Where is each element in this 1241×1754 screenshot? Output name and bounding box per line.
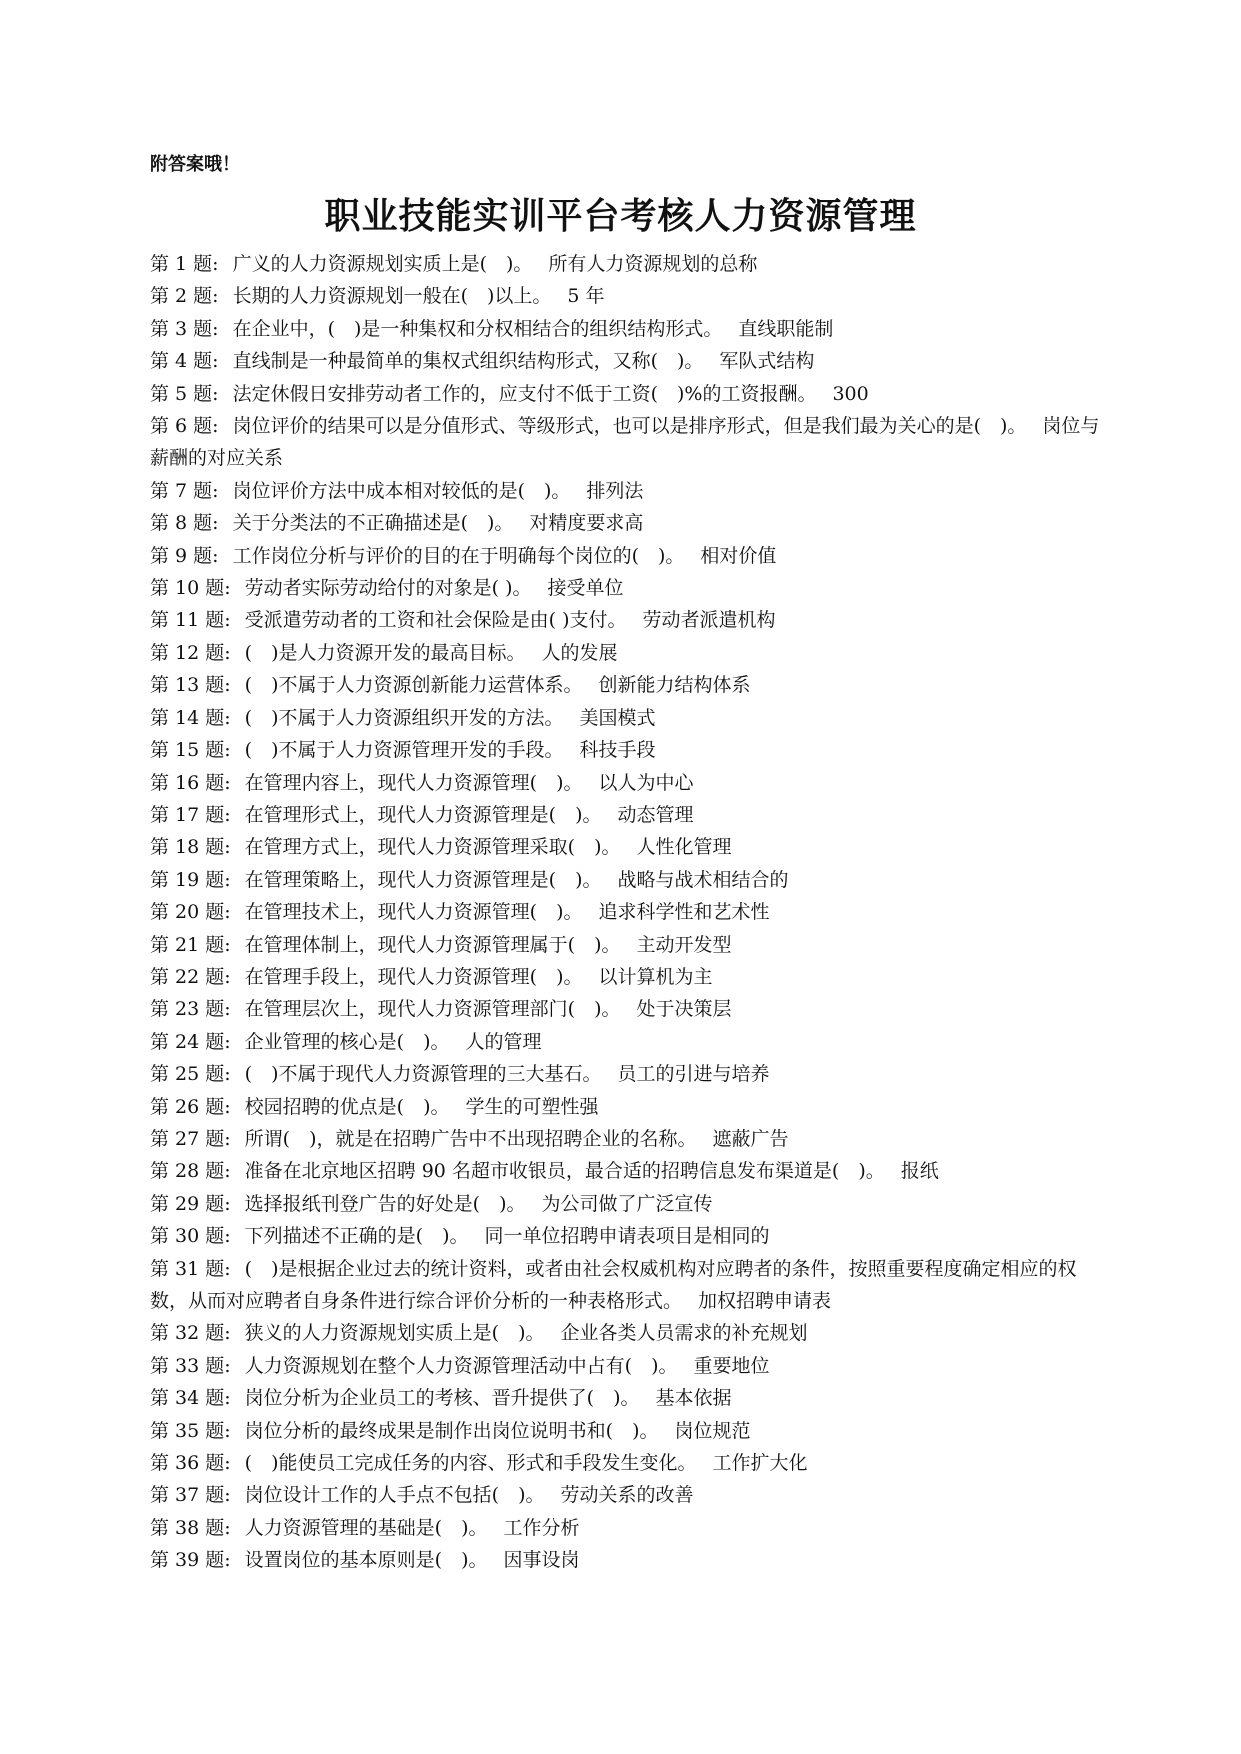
question-answer: 重要地位 — [693, 1354, 770, 1377]
question-text: 关于分类法的不正确描述是( )。 — [232, 512, 514, 535]
question-item — [150, 637, 1100, 669]
question-item — [150, 313, 1100, 345]
question-text: 法定休假日安排劳动者工作的，应支付不低于工资( )%的工资报酬。 — [232, 382, 817, 405]
question-number: 第 7 题: — [150, 479, 219, 502]
question-text: 受派遣劳动者的工资和社会保险是由( )支付。 — [244, 609, 627, 632]
question-number: 第 4 题: — [150, 350, 219, 373]
question-text: 设置岗位的基本原则是( )。 — [244, 1549, 488, 1572]
question-item — [150, 799, 1100, 831]
question-text: 在管理内容上，现代人力资源管理( )。 — [244, 771, 583, 794]
question-answer: 人的发展 — [541, 641, 618, 664]
question-text: 直线制是一种最简单的集权式组织结构形式，又称( )。 — [232, 350, 704, 373]
question-text: ( )是根据企业过去的统计资料，或者由社会权威机构对应聘者的条件，按照重要程度确定相应的权数，从而对应聘者自身条件进行综合评价分析的一种表格形式。 — [150, 1257, 1077, 1312]
question-item — [150, 248, 1100, 280]
question-item — [150, 767, 1100, 799]
question-list — [150, 248, 1100, 1577]
question-number: 第 22 题: — [150, 965, 231, 988]
question-item — [150, 896, 1100, 928]
question-text: 在管理技术上，现代人力资源管理( )。 — [244, 901, 583, 924]
question-text: 在管理方式上，现代人力资源管理采取( )。 — [244, 836, 621, 859]
question-number: 第 39 题: — [150, 1549, 231, 1572]
document-title: 职业技能实训平台考核人力资源管理 — [324, 195, 917, 237]
question-item — [150, 1155, 1100, 1187]
question-answer: 接受单位 — [547, 577, 624, 600]
question-item — [150, 702, 1100, 734]
question-item — [150, 831, 1100, 863]
question-number: 第 6 题: — [150, 415, 219, 438]
question-number: 第 34 题: — [150, 1387, 231, 1410]
question-text: 准备在北京地区招聘 90 名超市收银员，最合适的招聘信息发布渠道是( )。 — [244, 1160, 885, 1183]
question-answer: 岗位规范 — [674, 1419, 751, 1442]
question-answer: 以人为中心 — [598, 771, 694, 794]
question-number: 第 8 题: — [150, 512, 219, 535]
question-answer: 对精度要求高 — [529, 512, 644, 535]
question-item — [150, 1026, 1100, 1058]
question-text: 劳动者实际劳动给付的对象是( )。 — [244, 577, 532, 600]
question-text: 在管理手段上，现代人力资源管理( )。 — [244, 965, 583, 988]
question-number: 第 35 题: — [150, 1419, 231, 1442]
question-item — [150, 572, 1100, 604]
question-number: 第 19 题: — [150, 868, 231, 891]
question-item — [150, 345, 1100, 377]
question-number: 第 24 题: — [150, 1030, 231, 1053]
question-answer: 工作分析 — [503, 1516, 580, 1539]
question-text: 岗位分析的最终成果是制作出岗位说明书和( )。 — [244, 1419, 659, 1442]
question-item — [150, 929, 1100, 961]
question-answer: 报纸 — [900, 1160, 939, 1183]
question-item — [150, 993, 1100, 1025]
question-answer: 创新能力结构体系 — [598, 674, 751, 697]
question-number: 第 12 题: — [150, 641, 231, 664]
question-answer: 劳动者派遣机构 — [642, 609, 776, 632]
question-item — [150, 410, 1100, 475]
question-answer: 直线职能制 — [738, 317, 834, 340]
question-item — [150, 1512, 1100, 1544]
question-number: 第 26 题: — [150, 1095, 231, 1118]
question-answer: 处于决策层 — [636, 998, 732, 1021]
question-text: ( )不属于人力资源创新能力运营体系。 — [244, 674, 583, 697]
question-item — [150, 961, 1100, 993]
question-item — [150, 540, 1100, 572]
question-text: 选择报纸刊登广告的好处是( )。 — [244, 1192, 526, 1215]
question-number: 第 2 题: — [150, 285, 219, 308]
question-item — [150, 280, 1100, 312]
question-text: 所谓( )，就是在招聘广告中不出现招聘企业的名称。 — [244, 1127, 697, 1150]
question-item — [150, 864, 1100, 896]
question-answer: 所有人力资源规划的总称 — [548, 253, 758, 275]
question-number: 第 17 题: — [150, 803, 231, 826]
question-number: 第 5 题: — [150, 382, 219, 405]
question-answer: 军队式结构 — [719, 350, 815, 373]
question-number: 第 15 题: — [150, 739, 231, 762]
question-number: 第 25 题: — [150, 1063, 231, 1086]
question-text: 岗位分析为企业员工的考核、晋升提供了( )。 — [244, 1387, 640, 1410]
question-text: 人力资源管理的基础是( )。 — [244, 1516, 488, 1539]
question-item — [150, 1123, 1100, 1155]
question-number: 第 30 题: — [150, 1225, 231, 1248]
question-answer: 科技手段 — [579, 739, 656, 762]
question-item — [150, 1382, 1100, 1414]
question-number: 第 21 题: — [150, 933, 231, 956]
question-answer: 5 年 — [567, 285, 605, 308]
question-text: 广义的人力资源规划实质上是( )。 — [232, 253, 533, 275]
question-item — [150, 1415, 1100, 1447]
question-answer: 人性化管理 — [636, 836, 732, 859]
question-text: 岗位设计工作的人手点不包括( )。 — [244, 1484, 545, 1507]
question-answer: 同一单位招聘申请表项目是相同的 — [484, 1225, 770, 1248]
question-answer: 排列法 — [586, 479, 644, 502]
question-text: 人力资源规划在整个人力资源管理活动中占有( )。 — [244, 1354, 678, 1377]
question-answer: 学生的可塑性强 — [465, 1095, 599, 1118]
question-item — [150, 1544, 1100, 1576]
question-answer: 基本依据 — [655, 1387, 732, 1410]
question-number: 第 36 题: — [150, 1452, 231, 1475]
question-item — [150, 1317, 1100, 1349]
question-text: 在企业中，( )是一种集权和分权相结合的组织结构形式。 — [232, 317, 723, 340]
question-answer: 因事设岗 — [503, 1549, 580, 1572]
question-number: 第 1 题: — [150, 253, 219, 275]
question-answer: 遮蔽广告 — [712, 1127, 789, 1150]
question-item — [150, 604, 1100, 636]
question-text: 企业管理的核心是( )。 — [244, 1030, 450, 1053]
question-number: 第 11 题: — [150, 609, 231, 632]
question-text: 岗位评价的结果可以是分值形式、等级形式，也可以是排序形式，但是我们最为关心的是( )。 — [232, 415, 1027, 438]
question-text: 长期的人力资源规划一般在( )以上。 — [232, 285, 552, 308]
question-item — [150, 475, 1100, 507]
question-item — [150, 1350, 1100, 1382]
question-number: 第 10 题: — [150, 577, 231, 600]
question-answer: 战略与战术相结合的 — [617, 868, 789, 891]
question-number: 第 29 题: — [150, 1192, 231, 1215]
question-number: 第 27 题: — [150, 1127, 231, 1150]
question-number: 第 38 题: — [150, 1516, 231, 1539]
question-answer: 300 — [832, 382, 869, 405]
question-text: ( )是人力资源开发的最高目标。 — [244, 641, 526, 664]
question-answer: 以计算机为主 — [598, 965, 713, 988]
question-item — [150, 1058, 1100, 1090]
question-answer: 企业各类人员需求的补充规划 — [560, 1322, 808, 1345]
question-item — [150, 1447, 1100, 1479]
question-number: 第 28 题: — [150, 1160, 231, 1183]
question-answer: 相对价值 — [700, 544, 777, 567]
question-text: 在管理体制上，现代人力资源管理属于( )。 — [244, 933, 621, 956]
question-answer: 工作扩大化 — [712, 1452, 808, 1475]
question-text: 在管理形式上，现代人力资源管理是( )。 — [244, 803, 602, 826]
question-text: 在管理策略上，现代人力资源管理是( )。 — [244, 868, 602, 891]
question-number: 第 23 题: — [150, 998, 231, 1021]
question-answer: 加权招聘申请表 — [698, 1290, 832, 1312]
question-item — [150, 507, 1100, 539]
question-text: 在管理层次上，现代人力资源管理部门( )。 — [244, 998, 621, 1021]
question-number: 第 16 题: — [150, 771, 231, 794]
question-answer: 为公司做了广泛宣传 — [541, 1192, 713, 1215]
question-answer: 追求科学性和艺术性 — [598, 901, 770, 924]
question-text: 工作岗位分析与评价的目的在于明确每个岗位的( )。 — [232, 544, 685, 567]
question-number: 第 37 题: — [150, 1484, 231, 1507]
question-answer: 动态管理 — [617, 803, 694, 826]
question-answer: 岗位与薪酬的对应关系 — [150, 415, 1100, 470]
question-number: 第 18 题: — [150, 836, 231, 859]
question-item — [150, 669, 1100, 701]
question-text: ( )不属于人力资源组织开发的方法。 — [244, 706, 564, 729]
question-text: ( )不属于现代人力资源管理的三大基石。 — [244, 1063, 602, 1086]
question-text: 狭义的人力资源规划实质上是( )。 — [244, 1322, 545, 1345]
question-item — [150, 1253, 1100, 1318]
question-number: 第 14 题: — [150, 706, 231, 729]
question-item — [150, 734, 1100, 766]
question-answer: 劳动关系的改善 — [560, 1484, 694, 1507]
question-text: 岗位评价方法中成本相对较低的是( )。 — [232, 479, 571, 502]
question-item — [150, 1220, 1100, 1252]
question-number: 第 20 题: — [150, 901, 231, 924]
question-number: 第 3 题: — [150, 317, 219, 340]
question-text: 下列描述不正确的是( )。 — [244, 1225, 469, 1248]
question-item — [150, 1479, 1100, 1511]
question-number: 第 13 题: — [150, 674, 231, 697]
question-answer: 人的管理 — [465, 1030, 542, 1053]
question-item — [150, 1188, 1100, 1220]
question-number: 第 32 题: — [150, 1322, 231, 1345]
question-text: ( )不属于人力资源管理开发的手段。 — [244, 739, 564, 762]
answer-note: 附答案哦！ — [150, 154, 240, 175]
question-number: 第 31 题: — [150, 1257, 231, 1280]
question-text: ( )能使员工完成任务的内容、形式和手段发生变化。 — [244, 1452, 697, 1475]
question-item — [150, 1091, 1100, 1123]
question-number: 第 33 题: — [150, 1354, 231, 1377]
question-answer: 主动开发型 — [636, 933, 732, 956]
question-item — [150, 378, 1100, 410]
question-answer: 美国模式 — [579, 706, 656, 729]
question-answer: 员工的引进与培养 — [617, 1063, 770, 1086]
question-number: 第 9 题: — [150, 544, 219, 567]
question-text: 校园招聘的优点是( )。 — [244, 1095, 450, 1118]
